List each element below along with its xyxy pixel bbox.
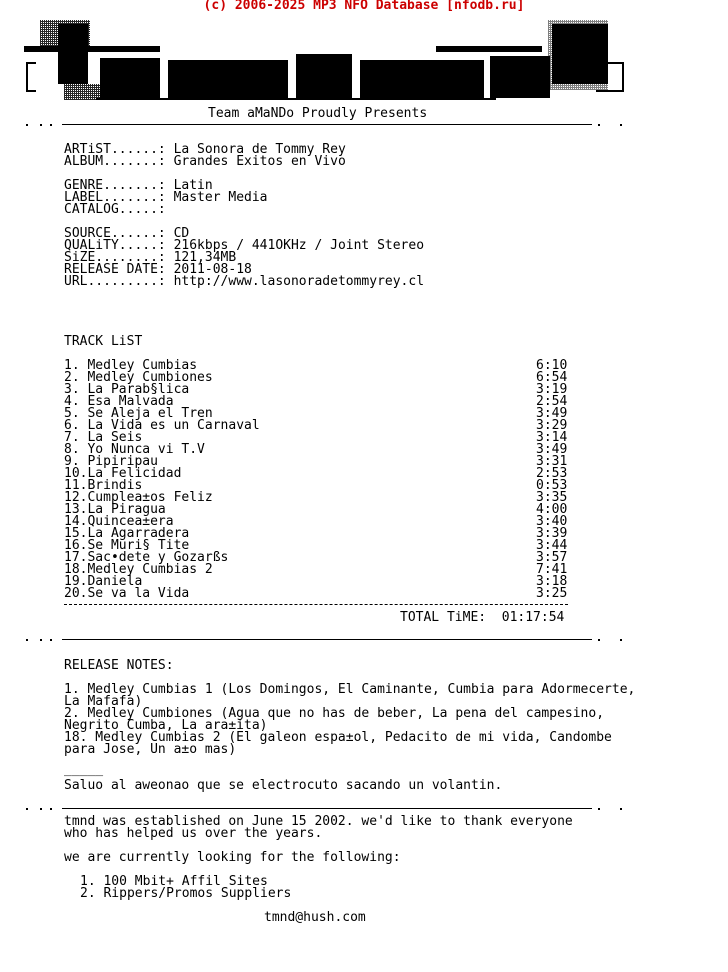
track-number: 1. (64, 358, 88, 373)
info-quality: QUALiTY.....: 216kbps / 441OKHz / Joint Stereo (64, 238, 425, 253)
track-duration: 6:54 (536, 370, 568, 385)
info-genre: GENRE.......: Latin (64, 178, 213, 193)
track-number: 17. (64, 550, 88, 565)
track-number: 9. (64, 454, 88, 469)
info-url: URL.........: http://www.lasonoradetommyrey.cl (64, 274, 425, 289)
track-duration: 0:53 (536, 478, 568, 493)
track-title: Se Muri§ Tite (87, 538, 190, 553)
track-title: La Piragua (87, 502, 166, 517)
track-duration: 3:31 (536, 454, 568, 469)
track-number: 8. (64, 442, 88, 457)
track-duration: 4:00 (536, 502, 568, 517)
track-duration: 3:49 (536, 442, 568, 457)
track-duration: 3:40 (536, 514, 568, 529)
track-row (64, 588, 189, 600)
track-title: La Felicidad (87, 466, 182, 481)
track-duration: 3:39 (536, 526, 568, 541)
info-album: ALBUM.......: Grandes Exitos en Vivo (64, 154, 346, 169)
track-number: 18. (64, 562, 88, 577)
track-duration: 3:14 (536, 430, 568, 445)
track-number: 19. (64, 574, 88, 589)
info-release-date: RELEASE DATE: 2011-08-18 (64, 262, 252, 277)
track-duration: 2:53 (536, 466, 568, 481)
track-number: 10. (64, 466, 88, 481)
contact-email[interactable]: tmnd@hush.com (264, 910, 366, 925)
info-catalog: CATALOG.....: (64, 202, 174, 217)
track-number: 13. (64, 502, 88, 517)
track-duration: 3:19 (536, 382, 568, 397)
track-title: La Parab§lica (87, 382, 190, 397)
track-duration: 3:44 (536, 538, 568, 553)
track-number: 3. (64, 382, 88, 397)
track-title: La Seis (87, 430, 143, 445)
site-header: (c) 2006-2025 MP3 NFO Database [nfodb.ru] (203, 0, 525, 13)
track-title: Yo Nunca vi T.V (87, 442, 205, 457)
track-title: La Vida es un Carnaval (87, 418, 260, 433)
track-duration: 3:57 (536, 550, 568, 565)
track-title: Quincea±era (87, 514, 174, 529)
track-duration: 3:25 (536, 586, 568, 601)
total-time-row: TOTAL TiME: 01:17:54 (400, 610, 565, 625)
track-number: 16. (64, 538, 88, 553)
track-number: 14. (64, 514, 88, 529)
presents-line: Team aMaNDo Proudly Presents (208, 106, 428, 121)
track-duration: 3:35 (536, 490, 568, 505)
track-number: 12. (64, 490, 88, 505)
track-title: Pipiripau (87, 454, 158, 469)
track-title: Brindis (87, 478, 143, 493)
track-title: La Agarradera (87, 526, 190, 541)
track-number: 7. (64, 430, 88, 445)
track-number: 11. (64, 478, 88, 493)
notes-title: RELEASE NOTES: (64, 658, 174, 673)
track-title: Medley Cumbias (87, 358, 198, 373)
track-duration: 3:29 (536, 418, 568, 433)
track-title: Se Aleja el Tren (87, 406, 213, 421)
track-number: 15. (64, 526, 88, 541)
track-title: Sac•dete y Gozarßs (87, 550, 229, 565)
track-title: Medley Cumbiones (87, 370, 213, 385)
track-number: 4. (64, 394, 88, 409)
info-size: SiZE........: 121,34MB (64, 250, 237, 265)
track-title: Cumplea±os Feliz (87, 490, 213, 505)
track-duration: 2:54 (536, 394, 568, 409)
info-artist: ARTiST......: La Sonora de Tommy Rey (64, 142, 346, 157)
track-title: Se va la Vida (87, 586, 190, 601)
track-title: Esa Malvada (87, 394, 174, 409)
notes-extra: Saluo al aweonao que se electrocuto sacando un volantin. (64, 778, 503, 793)
info-label: LABEL.......: Master Media (64, 190, 268, 205)
track-duration: 3:18 (536, 574, 568, 589)
track-number: 2. (64, 370, 88, 385)
track-number: 5. (64, 406, 88, 421)
track-duration: 3:49 (536, 406, 568, 421)
track-duration: 7:41 (536, 562, 568, 577)
track-number: 6. (64, 418, 88, 433)
track-title: Daniela (87, 574, 143, 589)
tracklist-title: TRACK LiST (64, 334, 143, 349)
notes-rule: _____ (64, 762, 104, 777)
info-source: SOURCE......: CD (64, 226, 190, 241)
track-rule (64, 604, 568, 605)
track-title: Medley Cumbias 2 (87, 562, 213, 577)
group-logo (0, 0, 728, 110)
track-duration: 6:10 (536, 358, 568, 373)
track-number: 20. (64, 586, 88, 601)
